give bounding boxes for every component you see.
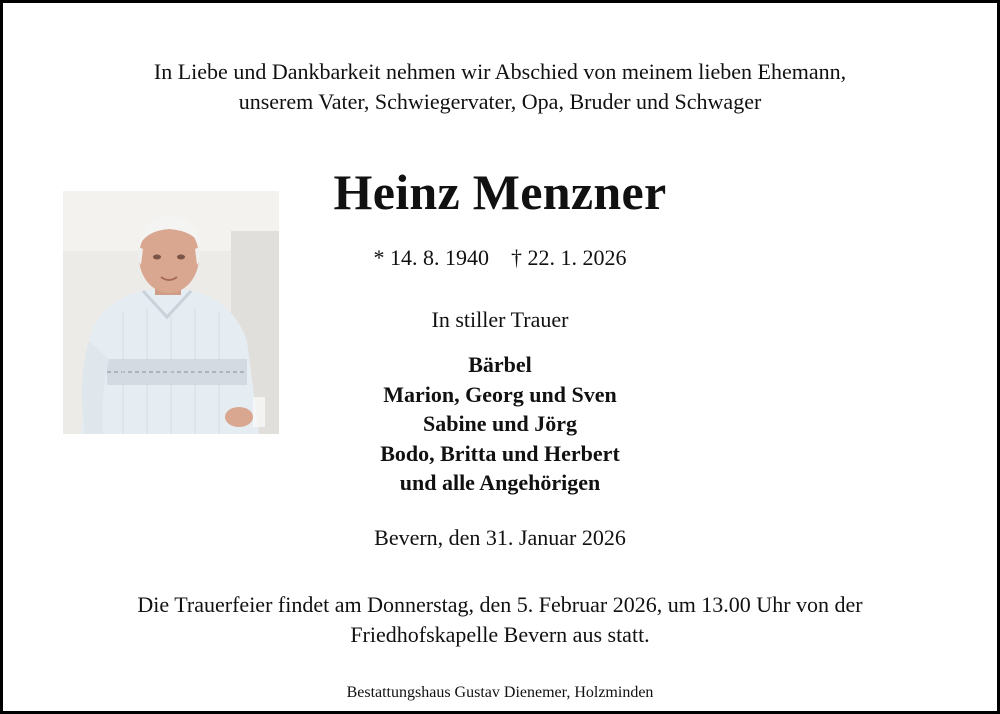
family-member: Sabine und Jörg (422, 411, 578, 436)
life-dates (303, 243, 697, 273)
family-member: Bodo, Britta und Herbert (380, 440, 620, 466)
mourning-line: In stiller Trauer (431, 307, 569, 332)
ceremony-line: Friedhofskapelle Bevern aus statt. (350, 622, 650, 647)
place-date: Bevern, den 31. Januar 2026 (374, 525, 626, 550)
family-member: Bärbel (468, 352, 532, 377)
portrait-illustration (63, 191, 279, 434)
intro-line: unserem Vater, Schwiegervater, Opa, Bruder und Schwager (238, 89, 762, 114)
intro-text (3, 57, 997, 117)
family-list (303, 350, 697, 498)
birth-date: * 14. 8. 1940 (373, 245, 489, 270)
deceased-name: Heinz Menzner (333, 164, 667, 220)
funeral-home: Bestattungshaus Gustav Dienemer, Holzminden (346, 684, 654, 701)
family-member: und alle Angehörigen (399, 470, 601, 495)
death-date: † 22. 1. 2026 (511, 245, 627, 270)
ceremony-line: Die Trauerfeier findet am Donnerstag, den 5. Februar 2026, um 13.00 Uhr von der (137, 592, 863, 617)
family-member: Marion, Georg und Sven (383, 381, 617, 407)
ceremony-text (3, 590, 997, 650)
portrait-photo (63, 191, 279, 434)
intro-line: In Liebe und Dankbarkeit nehmen wir Abschied von meinem lieben Ehemann, (153, 59, 847, 84)
